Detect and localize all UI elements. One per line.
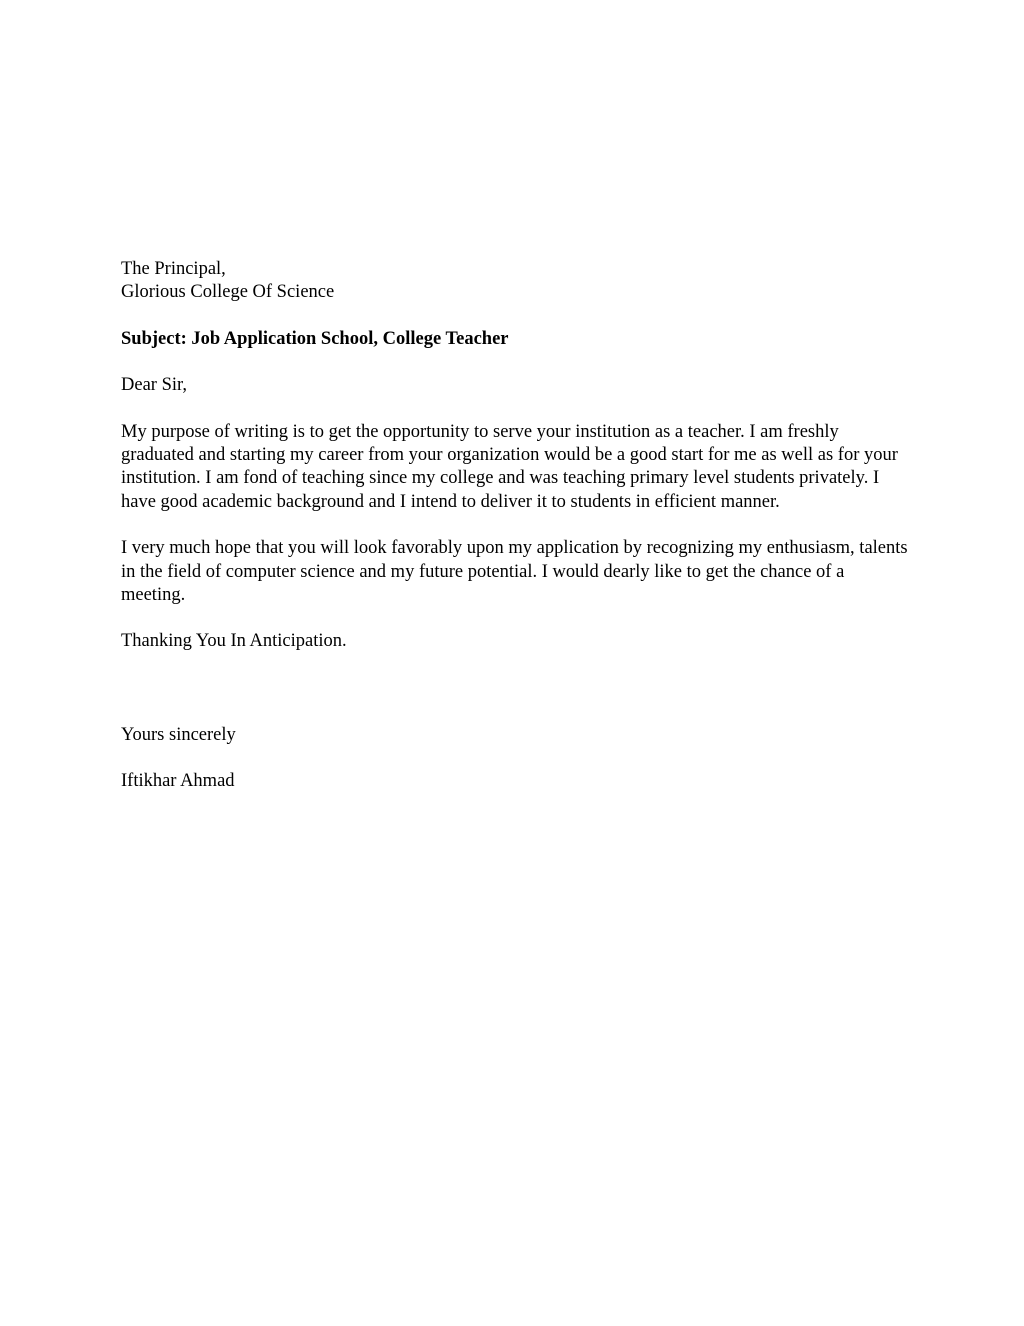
recipient-address <box>121 258 911 305</box>
letter-body <box>121 258 911 794</box>
thanks-line: Thanking You In Anticipation. <box>121 631 347 652</box>
recipient-institution: Glorious College Of Science <box>121 282 335 303</box>
body-paragraph-2: I very much hope that you will look favorably upon my application by recognizing my enthusiasm, talents in the field of computer science and my future potential. I would dearly like to get the chance of a meeting. <box>121 538 908 606</box>
recipient-title: The Principal, <box>121 259 226 279</box>
closing-line: Yours sincerely <box>121 724 236 745</box>
body-paragraph-1: My purpose of writing is to get the opportunity to serve your institution as a teacher. I am freshly graduated and starting my career from your organization would be a good start for me as well as for your institution. I am fond of teaching since my college and was teaching primary level students privately. I have good academic background and I intend to deliver it to students in efficient manner. <box>121 421 898 512</box>
salutation: Dear Sir, <box>121 375 188 396</box>
subject-line: Subject: Job Application School, College Teacher <box>121 328 509 349</box>
signature-name: Iftikhar Ahmad <box>121 771 235 792</box>
